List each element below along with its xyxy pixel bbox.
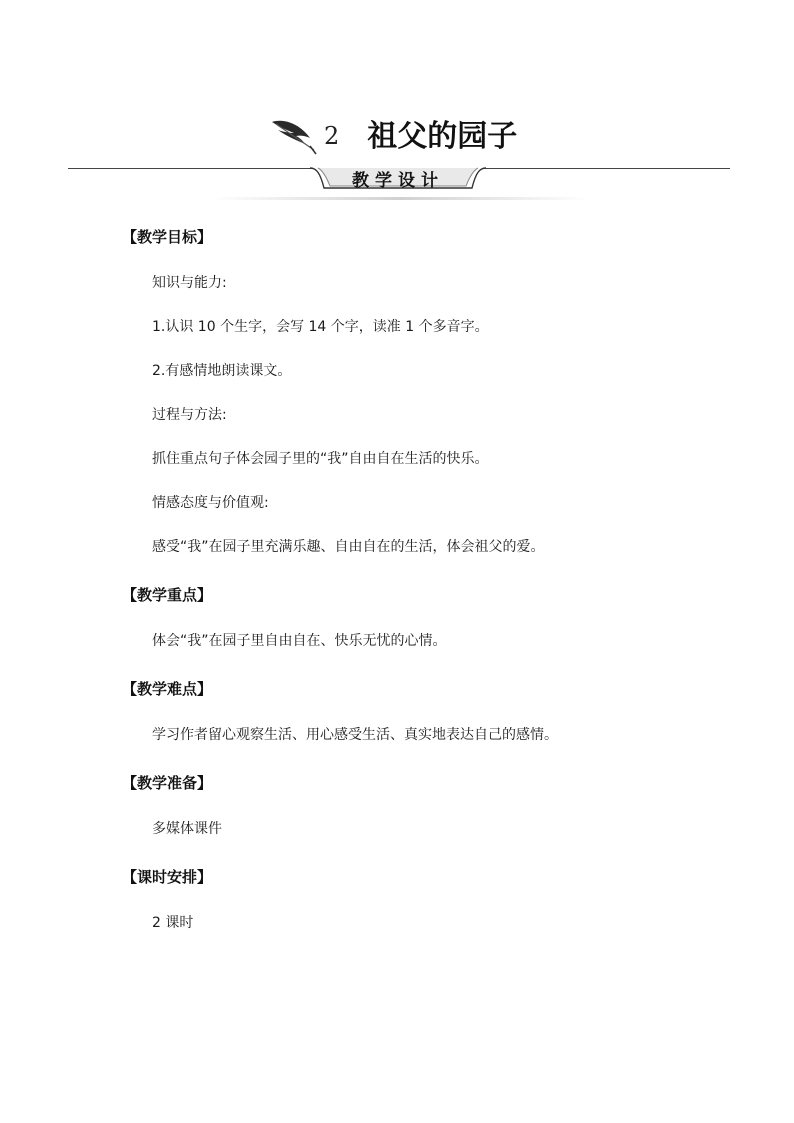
paragraph: 知识与能力: <box>152 275 227 291</box>
section-heading-difficulties: 【教学难点】 <box>122 680 213 698</box>
paragraph: 体会“我”在园子里自由自在、快乐无忧的心情。 <box>152 633 447 649</box>
banner-label: 教学设计 <box>352 171 444 191</box>
lesson-number: 2 <box>324 122 340 150</box>
paragraph: 感受“我”在园子里充满乐趣、自由自在的生活，体会祖父的爱。 <box>152 539 545 555</box>
paragraph: 多媒体课件 <box>152 821 222 837</box>
lesson-title: 祖父的园子 <box>367 119 518 154</box>
paragraph: 过程与方法: <box>152 407 227 423</box>
section-heading-schedule: 【课时安排】 <box>122 868 213 886</box>
lesson-header <box>0 100 794 210</box>
section-heading-preparation: 【教学准备】 <box>122 774 213 792</box>
paragraph: 2 课时 <box>152 915 194 931</box>
section-heading-key-points: 【教学重点】 <box>122 586 213 604</box>
paragraph: 情感态度与价值观: <box>152 495 269 511</box>
paragraph: 学习作者留心观察生活、用心感受生活、真实地表达自己的感情。 <box>152 727 558 743</box>
title-row <box>270 106 517 156</box>
paragraph: 1.认识 10 个生字，会写 14 个字，读准 1 个多音字。 <box>152 319 489 335</box>
banner-shadow <box>210 197 590 200</box>
paragraph: 抓住重点句子体会园子里的“我”自由自在生活的快乐。 <box>152 451 489 467</box>
paragraph: 2.有感情地朗读课文。 <box>152 363 292 379</box>
document-body <box>0 230 794 936</box>
section-heading-objectives: 【教学目标】 <box>122 228 213 246</box>
feather-quill-icon <box>270 116 318 156</box>
